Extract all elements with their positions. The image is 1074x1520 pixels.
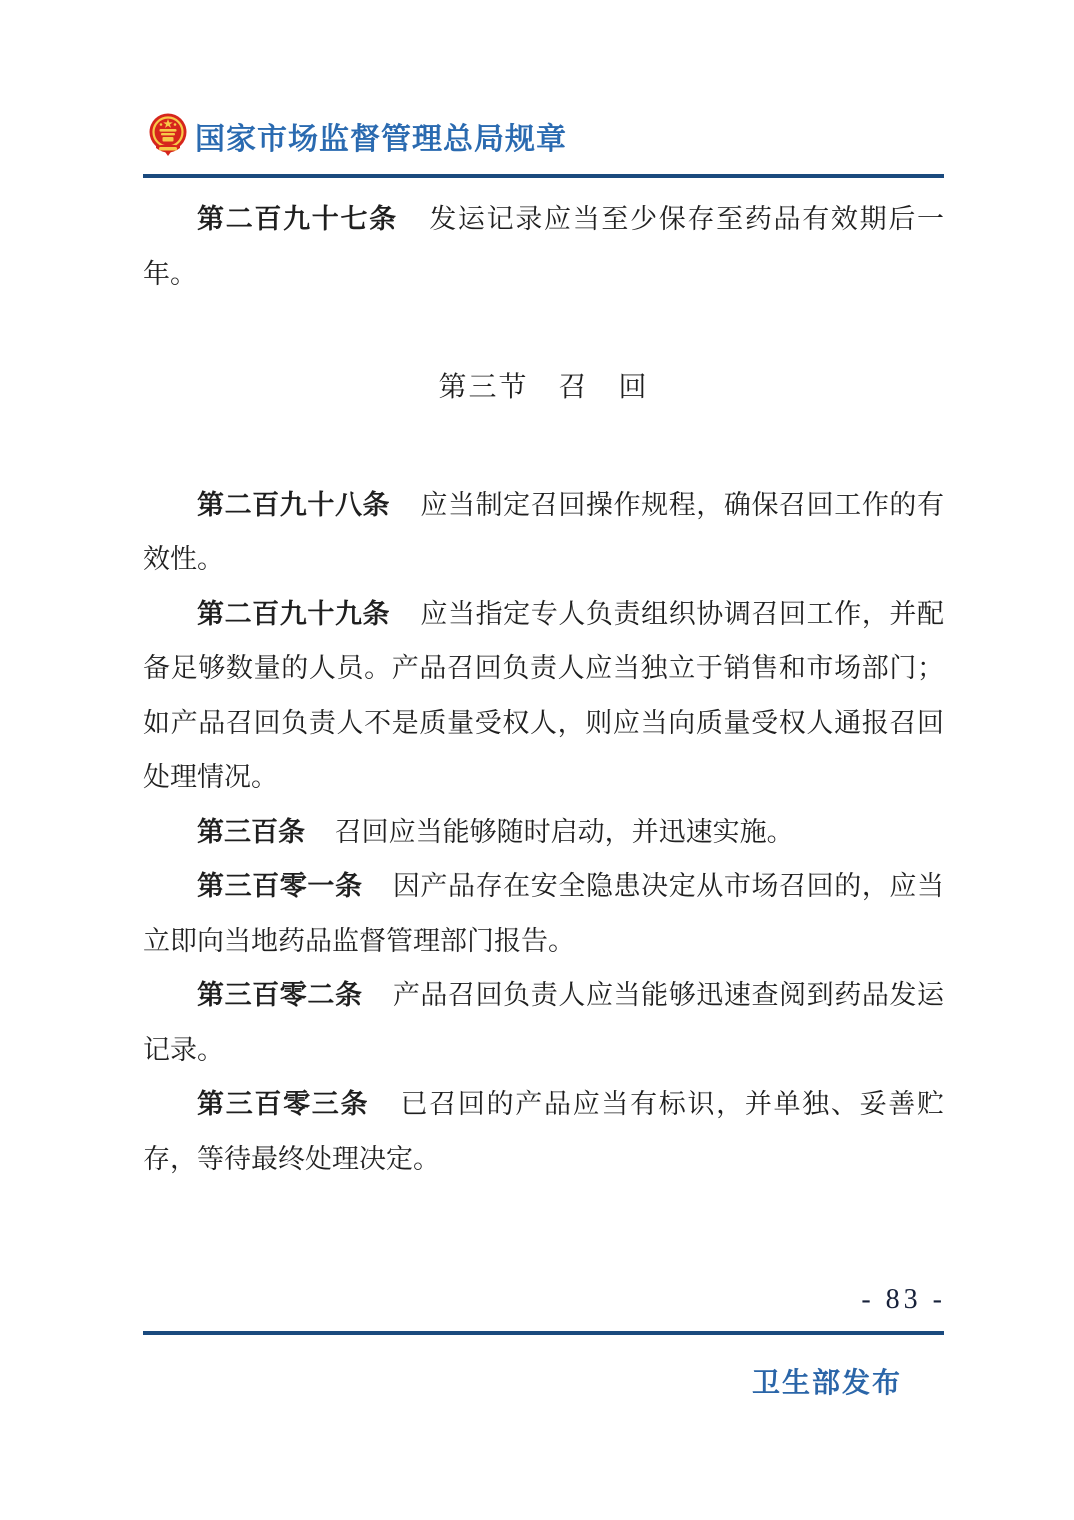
article-number: 第二百九十八条	[197, 489, 391, 520]
article-text: 应当指定专人负责组织协调召回工作，并配备足够数量的人员。产品召回负责人应当独立于销售和市场部门；如产品召回负责人不是质量受权人，则应当向质量受权人通报召回处理情况。	[143, 598, 945, 792]
article-paragraph	[143, 859, 944, 968]
page-header	[143, 110, 944, 162]
publisher-label: 卫生部发布	[751, 1368, 902, 1399]
article-text: 因产品存在安全隐患决定从市场召回的，应当立即向当地药品监督管理部门报告。	[143, 871, 945, 956]
article-paragraph	[143, 1077, 944, 1186]
article-number: 第三百条	[197, 816, 305, 847]
article-text: 召回应当能够随时启动，并迅速实施。	[334, 816, 794, 847]
article-number: 第三百零三条	[197, 1089, 370, 1119]
china-national-emblem-icon	[147, 112, 189, 158]
article-text: 发运记录应当至少保存至药品有效期后一年。	[143, 204, 945, 289]
document-body	[143, 178, 944, 1186]
article-number: 第二百九十七条	[197, 204, 398, 234]
article-paragraph	[143, 192, 944, 301]
article-number: 第三百零二条	[197, 980, 363, 1010]
article-paragraph	[143, 478, 944, 587]
article-number: 第二百九十九条	[197, 598, 391, 629]
article-text: 应当制定召回操作规程，确保召回工作的有效性。	[143, 489, 945, 574]
article-paragraph	[143, 805, 944, 860]
page-header-title: 国家市场监督管理总局规章	[195, 123, 567, 156]
article-text: 产品召回负责人应当能够迅速查阅到药品发运记录。	[143, 980, 945, 1065]
footer-rule	[143, 1331, 944, 1335]
article-text: 已召回的产品应当有标识，并单独、妥善贮存，等待最终处理决定。	[143, 1089, 945, 1174]
article-paragraph	[143, 968, 944, 1077]
section-heading: 第三节 召 回	[438, 372, 649, 403]
page-number: - 83 -	[861, 1284, 946, 1315]
article-paragraph	[143, 587, 944, 805]
article-number: 第三百零一条	[197, 871, 363, 901]
